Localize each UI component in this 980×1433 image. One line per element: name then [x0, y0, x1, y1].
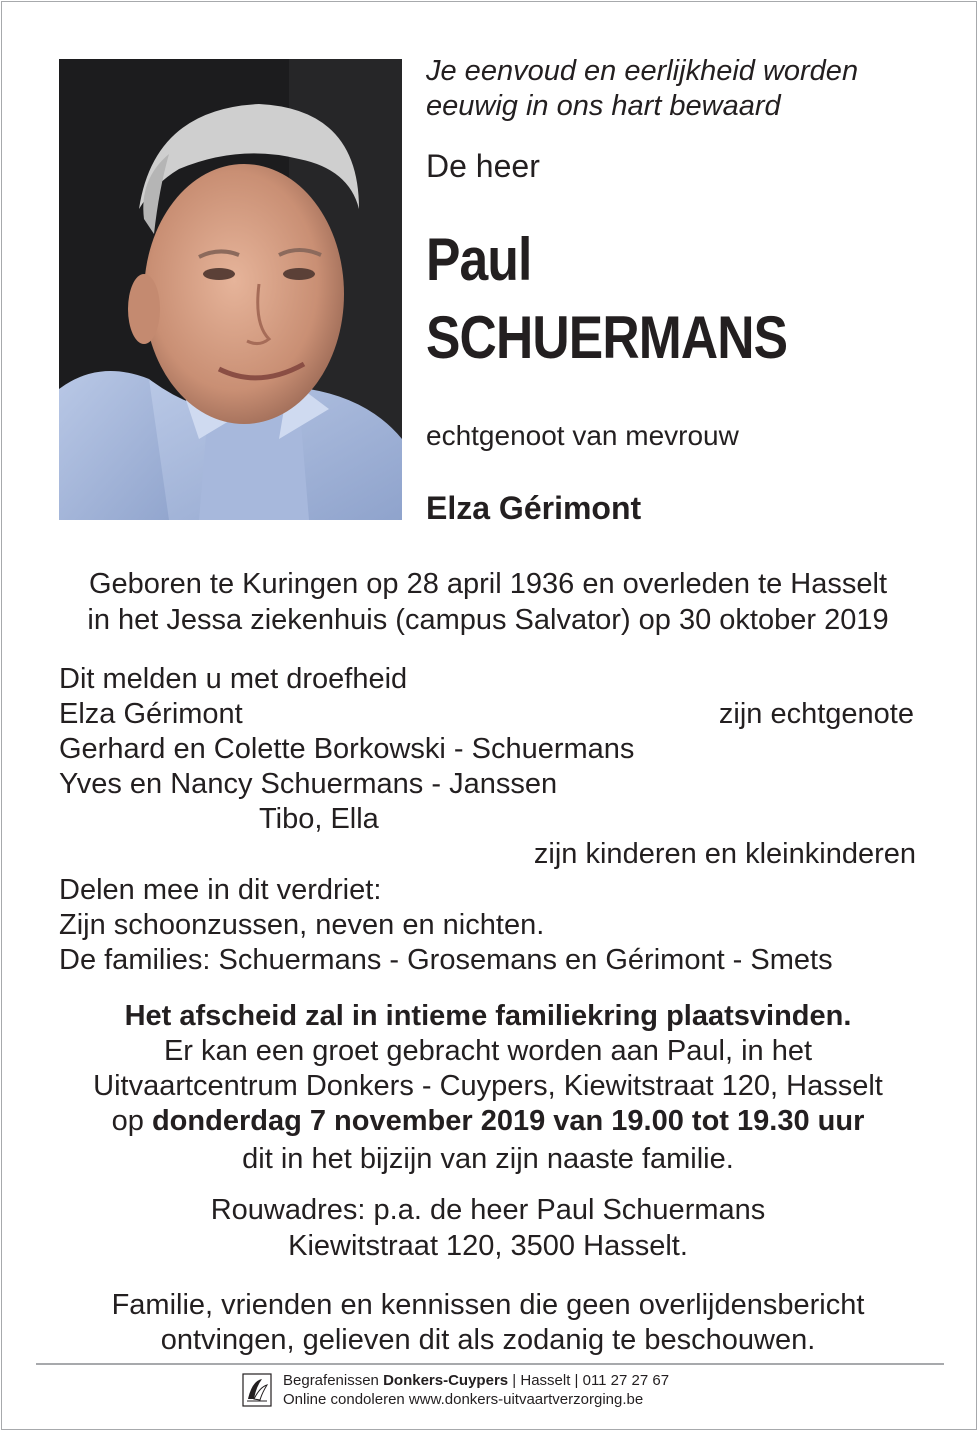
closing-line-2: ontvingen, gelieven dit als zodanig te beschouwen. — [160, 1324, 816, 1356]
farewell-headline: Het afscheid zal in intieme familiekring plaatsvinden. — [124, 1000, 852, 1032]
motto — [426, 54, 858, 124]
birth-death-info — [0, 566, 976, 638]
relation-text: echtgenoot van mevrouw — [426, 420, 739, 451]
address-line-2: Kiewitstraat 120, 3500 Hasselt. — [288, 1230, 688, 1262]
mourner-child-2: Yves en Nancy Schuermans - Janssen — [59, 768, 558, 800]
footer-line-1 — [283, 1371, 669, 1390]
footer-company: Donkers-Cuypers — [383, 1372, 509, 1389]
share-intro: Delen mee in dit verdriet: — [59, 874, 382, 906]
closing-line-1: Familie, vrienden en kennissen die geen overlijdensbericht — [111, 1289, 865, 1321]
address-line-1: Rouwadres: p.a. de heer Paul Schuermans — [210, 1194, 766, 1226]
footer-divider — [36, 1363, 944, 1365]
farewell-line-3-prefix: op — [111, 1105, 152, 1137]
mourner-spouse: Elza Gérimont — [59, 698, 243, 730]
death-line: in het Jessa ziekenhuis (campus Salvator) op 30 oktober 2019 — [87, 604, 889, 636]
funeral-home-logo-icon — [242, 1373, 272, 1407]
farewell-line-2: Uitvaartcentrum Donkers - Cuypers, Kiewitstraat 120, Hasselt — [93, 1070, 883, 1102]
deceased-last-name: SCHUERMANS — [426, 304, 788, 371]
farewell-datetime: donderdag 7 november 2019 van 19.00 tot 19.30 uur — [151, 1105, 865, 1137]
motto-line-2: eeuwig in ons hart bewaard — [426, 90, 781, 122]
footer-contact: | Hasselt | 011 27 27 67 — [508, 1372, 670, 1389]
farewell-line-1: Er kan een groet gebracht worden aan Paul, in het — [163, 1035, 813, 1067]
farewell-line-3 — [0, 1104, 976, 1139]
footer-info — [283, 1371, 669, 1409]
families: De families: Schuermans - Grosemans en Gérimont - Smets — [59, 944, 833, 976]
mourner-child-1: Gerhard en Colette Borkowski - Schuermans — [59, 733, 635, 765]
farewell-line-4: dit in het bijzijn van zijn naaste familie. — [242, 1143, 734, 1175]
mourner-spouse-role: zijn echtgenote — [718, 698, 914, 730]
deceased-first-name: Paul — [426, 226, 532, 293]
relatives: Zijn schoonzussen, neven en nichten. — [59, 909, 545, 941]
spouse-name: Elza Gérimont — [426, 490, 642, 526]
portrait-photo — [59, 59, 402, 520]
footer-prefix: Begrafenissen — [283, 1372, 384, 1389]
footer-line-2: Online condoleren www.donkers-uitvaartverzorging.be — [283, 1391, 644, 1408]
mourner-children-role: zijn kinderen en kleinkinderen — [533, 838, 916, 870]
mourners-intro: Dit melden u met droefheid — [59, 663, 408, 695]
motto-line-1: Je eenvoud en eerlijkheid worden — [426, 55, 859, 87]
mourner-grandchildren: Tibo, Ella — [259, 803, 379, 835]
birth-line: Geboren te Kuringen op 28 april 1936 en overleden te Hasselt — [88, 568, 888, 600]
salutation: De heer — [426, 148, 540, 184]
